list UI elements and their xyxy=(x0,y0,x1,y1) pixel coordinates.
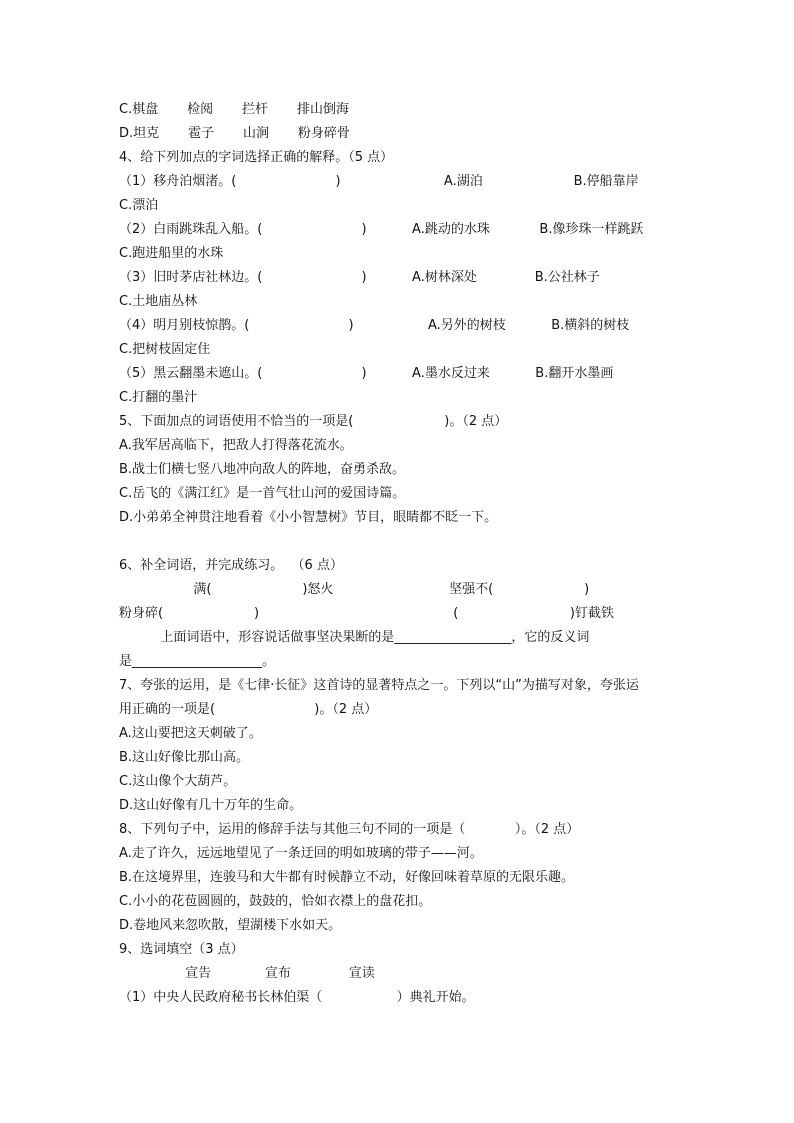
question-4-title: 4、给下列加点的字词选择正确的解释。（5 点） xyxy=(119,150,394,165)
q7-option-a: A.这山要把这天刺破了。 xyxy=(119,726,262,741)
q4-item-4-option-c: C.把树枝固定住 xyxy=(119,342,211,357)
q8-option-c: C.小小的花苞圆圆的，鼓鼓的，恰如衣襟上的盘花扣。 xyxy=(119,894,432,909)
q8-option-d: D.卷地风来忽吹散，望湖楼下水如天。 xyxy=(119,918,342,933)
q4-item-3: （3）旧时茅店社林边。( ) A.树林深处 B.公社林子 xyxy=(119,270,600,285)
question-7-title-cont: 用正确的一项是( )。（2 点） xyxy=(119,702,378,717)
q8-option-a: A.走了许久，远远地望见了一条迂回的明如玻璃的带子——河。 xyxy=(119,846,483,861)
q4-item-4: （4）明月别枝惊鹊。( ) A.另外的树枝 B.横斜的树枝 xyxy=(119,318,630,333)
q7-option-b: B.这山好像比那山高。 xyxy=(119,750,250,765)
q5-option-c: C.岳飞的《满江红》是一首气壮山河的爱国诗篇。 xyxy=(119,486,406,501)
q4-item-3-option-c: C.土地庙丛林 xyxy=(119,294,198,309)
q7-option-d: D.这山好像有几十万年的生命。 xyxy=(119,798,303,813)
question-8-title: 8、下列句子中，运用的修辞手法与其他三句不同的一项是（ ）。（2 点） xyxy=(119,822,580,837)
q4-item-1-option-c: C.漂泊 xyxy=(119,198,159,213)
q6-words-row-1: 满( )怒火 坚强不( ) xyxy=(119,582,590,597)
q4-item-1: （1）移舟泊烟渚。( ) A.湖泊 B.停船靠岸 xyxy=(119,174,639,189)
question-7-title: 7、夸张的运用，是《七律·长征》这首诗的显著特点之一。下列以“山”为描写对象，夸张运 xyxy=(119,678,639,693)
q4-item-2: （2）白雨跳珠乱入船。( ) A.跳动的水珠 B.像珍珠一样跳跃 xyxy=(119,222,644,237)
q7-option-c: C.这山像个大葫芦。 xyxy=(119,774,237,789)
option-c-line: C.棋盘 检阅 拦杆 排山倒海 xyxy=(119,102,349,117)
option-d-line: D.坦克 雹子 山涧 粉身碎骨 xyxy=(119,126,350,141)
q5-option-d: D.小弟弟全神贯注地看着《小小智慧树》节目，眼睛都不眨一下。 xyxy=(119,510,498,525)
question-6-title: 6、补全词语，并完成练习。 （6 点） xyxy=(119,558,343,573)
q9-word-choices: 宣告 宣布 宣读 xyxy=(119,966,375,981)
q9-item-1: （1）中央人民政府秘书长林伯渠（ ）典礼开始。 xyxy=(119,990,475,1005)
question-5-title: 5、下面加点的词语使用不恰当的一项是( )。（2 点） xyxy=(119,414,508,429)
q6-words-row-2: 粉身碎( ) ( )钉截铁 xyxy=(119,606,614,621)
q5-option-a: A.我军居高临下，把敌人打得落花流水。 xyxy=(119,438,353,453)
q5-option-b: B.战士们横七竖八地冲向敌人的阵地，奋勇杀敌。 xyxy=(119,462,406,477)
q4-item-5: （5）黑云翻墨未遮山。( ) A.墨水反过来 B.翻开水墨画 xyxy=(119,366,614,381)
q4-item-2-option-c: C.跑进船里的水珠 xyxy=(119,246,224,261)
q6-question-cont: 是____________________。 xyxy=(119,654,276,669)
question-9-title: 9、选词填空（3 点） xyxy=(119,942,244,957)
q6-question: 上面词语中，形容说话做事坚决果断的是__________________，它的反义词 xyxy=(119,630,590,645)
q4-item-5-option-c: C.打翻的墨汁 xyxy=(119,390,198,405)
q8-option-b: B.在这境界里，连骏马和大牛都有时候静立不动，好像回味着草原的无限乐趣。 xyxy=(119,870,575,885)
